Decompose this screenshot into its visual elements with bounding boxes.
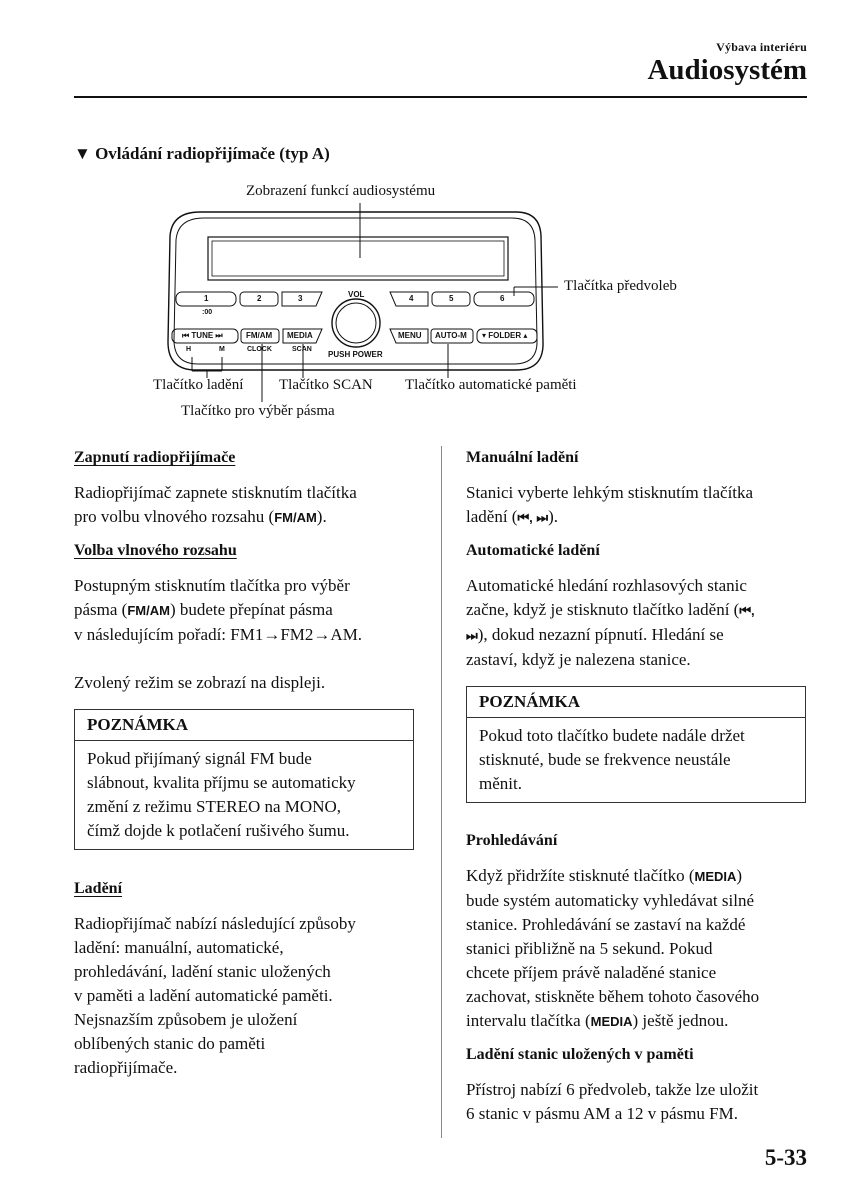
vol-label: VOL — [348, 290, 365, 299]
folder-button[interactable]: ▾ FOLDER ▴ — [482, 331, 528, 340]
heading-manual-tuning: Manuální ladění — [466, 449, 579, 466]
tune-ref: ⏭ — [466, 628, 478, 643]
para-auto-1: Automatické hledání rozhlasových stanic — [466, 576, 747, 595]
note-title: POZNÁMKA — [467, 687, 805, 718]
fmam-ref: FM/AM — [127, 603, 170, 618]
label-presets: Tlačítka předvoleb — [564, 278, 677, 294]
label-display: Zobrazení funkcí audiosystému — [246, 183, 436, 199]
heading-memory-tuning: Ladění stanic uložených v paměti — [466, 1046, 694, 1063]
push-power-label: PUSH POWER — [328, 350, 383, 359]
heading-scan: Prohledávání — [466, 832, 558, 849]
preset-3[interactable]: 3 — [298, 294, 303, 303]
tune-ref: ⏮, ⏭ — [517, 510, 549, 525]
right-column — [466, 446, 806, 1126]
tune-ref: ⏮, — [739, 603, 755, 618]
para-radio-on-1: Radiopřijímač zapnete stisknutím tlačítka — [74, 483, 357, 502]
para-band-2: pásma (FM/AM) budete přepínat pásma — [74, 600, 333, 619]
label-automem: Tlačítko automatické paměti — [405, 377, 577, 393]
para-band-1: Postupným stisknutím tlačítka pro výběr — [74, 576, 350, 595]
para-auto-3: ⏭), dokud nezazní pípnutí. Hledání se — [466, 625, 724, 644]
auto-m-button[interactable]: AUTO-M — [435, 331, 467, 340]
note-body: Pokud přijímaný signál FM bude slábnout, kvalita příjmu se automaticky změní z režimu STEREO na MONO, čímž dojde k potlačení rušivého šumu. — [87, 749, 356, 840]
fmam-ref: FM/AM — [274, 510, 317, 525]
radio-diagram — [0, 0, 847, 440]
media-ref: MEDIA — [590, 1014, 633, 1029]
tune-button[interactable]: ⏮ TUNE ⏭ — [182, 331, 223, 340]
para-scan: Když přidržíte stisknuté tlačítko (MEDIA) bude systém automaticky vyhledávat silné stanice. Prohledávání se zastaví na každé stanici přibližně na 5 sekund. Pokud chcete příjem právě naladěné stanice zachovat, stiskněte během tohoto časového intervalu tlačítka (MEDIA) ještě jednou. — [466, 866, 760, 1030]
section-header: Výbava interiéru — [716, 40, 807, 54]
section-title: ▼ Ovládání radiopřijímače (typ A) — [74, 144, 330, 163]
heading-band-select: Volba vlnového rozsahu — [74, 542, 237, 559]
media-button[interactable]: MEDIA — [287, 331, 313, 340]
preset-1[interactable]: 1 — [204, 294, 209, 303]
fmam-button[interactable]: FM/AM — [246, 331, 273, 340]
tune-h-label: H — [186, 346, 192, 353]
para-radio-on-2: pro volbu vlnového rozsahu (FM/AM). — [74, 507, 327, 526]
scan-label: SCAN — [292, 346, 312, 353]
preset-6[interactable]: 6 — [500, 294, 505, 303]
label-tune: Tlačítko ladění — [153, 377, 244, 393]
note-box — [466, 686, 806, 803]
para-auto-2: začne, když je stisknuto tlačítko ladění (⏮, — [466, 600, 755, 619]
heading-auto-tuning: Automatické ladění — [466, 542, 600, 559]
para-tuning: Radiopřijímač nabízí následující způsoby ladění: manuální, automatické, prohledávání, ladění stanic uložených v paměti a ladění automatické paměti. Nejsnazším způsobem je uložení oblíbených stanic do paměti radiopřijímače. — [74, 914, 356, 1077]
preset-5[interactable]: 5 — [449, 294, 454, 303]
tune-m-label: M — [219, 346, 225, 353]
page-title: Audiosystém — [647, 54, 807, 86]
note-title: POZNÁMKA — [75, 710, 413, 741]
para-band-3: v následujícím pořadí: FM1→FM2→AM. — [74, 625, 363, 644]
label-scan: Tlačítko SCAN — [279, 377, 373, 393]
label-band: Tlačítko pro výběr pásma — [181, 403, 335, 419]
preset-2[interactable]: 2 — [257, 294, 262, 303]
preset-1-sub: :00 — [202, 309, 213, 316]
preset-4[interactable]: 4 — [409, 294, 414, 303]
page-number: 5-33 — [764, 1145, 807, 1170]
note-body: Pokud toto tlačítko budete nadále držet stisknuté, bude se frekvence neustále měnit. — [479, 726, 745, 793]
column-divider — [441, 446, 442, 1138]
clock-label: CLOCK — [247, 346, 272, 353]
left-column — [74, 446, 414, 1080]
menu-button[interactable]: MENU — [398, 331, 422, 340]
note-box — [74, 709, 414, 850]
para-display: Zvolený režim se zobrazí na displeji. — [74, 673, 326, 692]
heading-radio-on: Zapnutí radiopřijímače — [74, 449, 236, 466]
para-memory: Přístroj nabízí 6 předvoleb, takže lze uložit 6 stanic v pásmu AM a 12 v pásmu FM. — [466, 1080, 759, 1123]
para-auto-4: zastaví, když je nalezena stanice. — [466, 650, 691, 669]
para-manual-2: ladění (⏮, ⏭). — [466, 507, 558, 526]
heading-tuning: Ladění — [74, 880, 123, 897]
media-ref: MEDIA — [694, 869, 737, 884]
para-manual-1: Stanici vyberte lehkým stisknutím tlačítka — [466, 483, 754, 502]
